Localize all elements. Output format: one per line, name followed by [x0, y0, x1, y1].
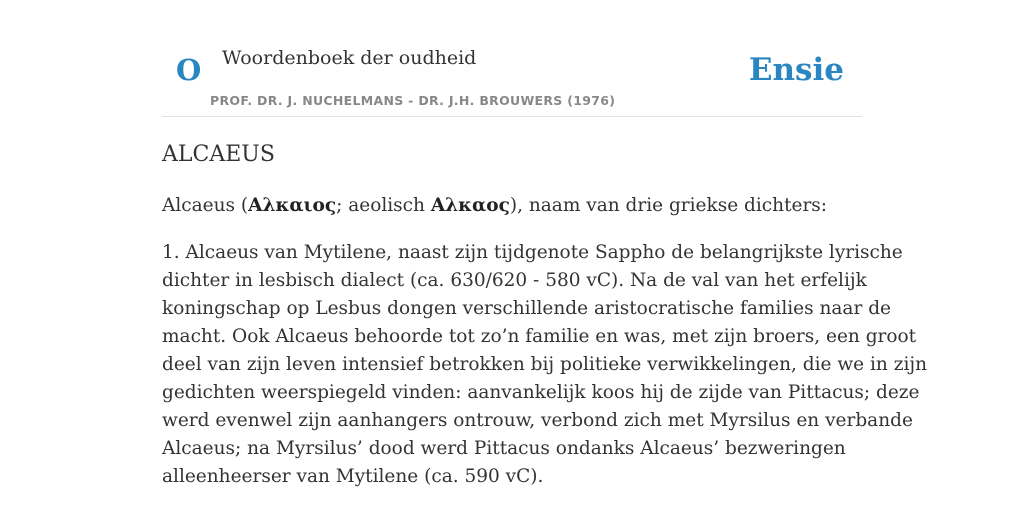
header: [162, 0, 862, 117]
paragraph-line: Alcaeus; na Myrsilus’ dood werd Pittacus ondanks Alcaeus’ bezweringen: [162, 438, 846, 459]
paragraph-line: koningschap op Lesbus dongen verschillende aristocratische families naar de: [162, 298, 891, 319]
paragraph-line: deel van zijn leven intensief betrokken bij politieke verwikkelingen, die we in zijn: [162, 354, 928, 375]
entry-paragraph-1: [162, 239, 928, 491]
ensie-logo[interactable]: Ensie: [748, 52, 844, 88]
book-authors: PROF. DR. J. NUCHELMANS - DR. J.H. BROUWERS (1976): [210, 93, 616, 108]
entry-title: ALCAEUS: [162, 142, 275, 167]
intro-text-1: Alcaeus (: [162, 195, 249, 216]
intro-text-3: ), naam van drie griekse dichters:: [509, 195, 828, 216]
intro-text-2: ; aeolisch: [336, 195, 431, 216]
entry-intro: [162, 192, 862, 220]
paragraph-line: dichter in lesbisch dialect (ca. 630/620 - 580 vC). Na de val van het erfelijk: [162, 270, 867, 291]
paragraph-line: gedichten weerspiegeld vinden: aanvankelijk koos hij de zijde van Pittacus; deze: [162, 382, 920, 403]
paragraph-line: 1. Alcaeus van Mytilene, naast zijn tijdgenote Sappho de belangrijkste lyrische: [162, 242, 903, 263]
greek-aeolic-name: Αλκαος: [430, 195, 510, 216]
paragraph-line: macht. Ook Alcaeus behoorde tot zo’n familie en was, met zijn broers, een groot: [162, 326, 917, 347]
greek-name: Αλκαιος: [248, 195, 337, 216]
paragraph-line: alleenheerser van Mytilene (ca. 590 vC).: [162, 466, 544, 487]
paragraph-line: werd evenwel zijn aanhangers ontrouw, verbond zich met Myrsilus en verbande: [162, 410, 913, 431]
book-title-link[interactable]: Woordenboek der oudheid: [222, 47, 477, 69]
book-logo-letter[interactable]: O: [176, 53, 202, 87]
